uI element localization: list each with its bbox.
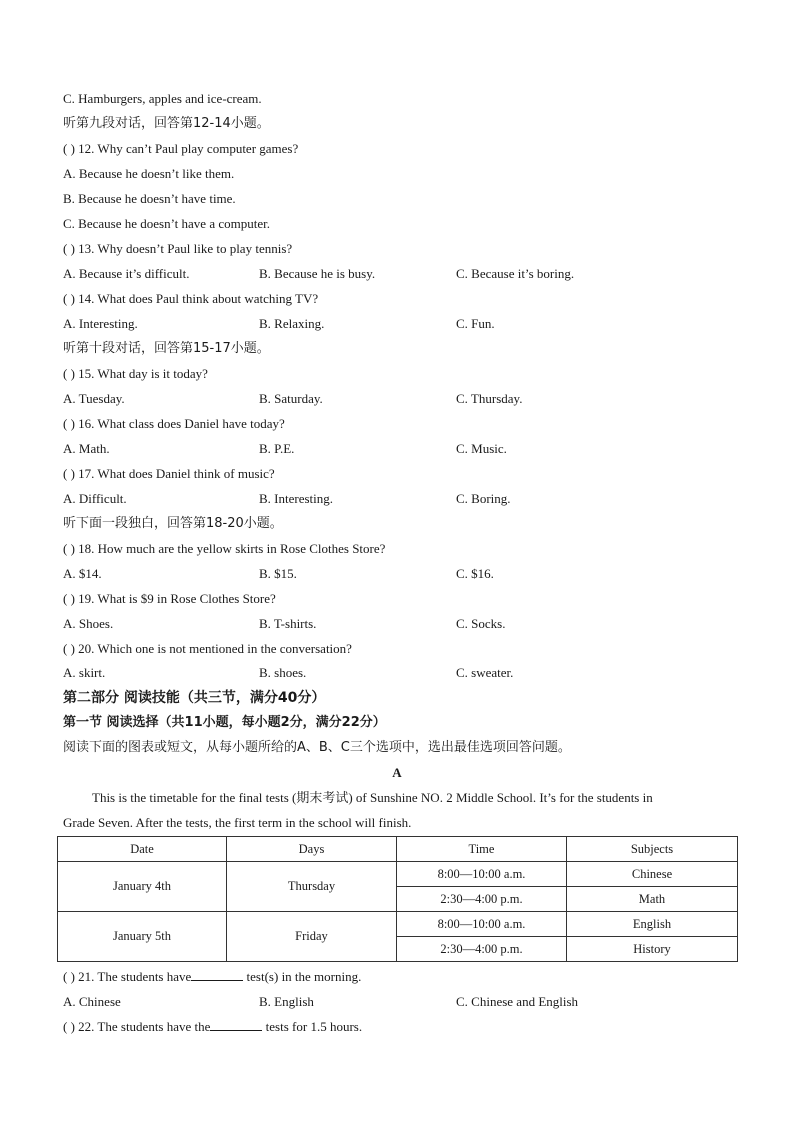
q21-stem-end: test(s) in the morning. <box>243 969 362 984</box>
date-cell: January 4th <box>58 862 227 912</box>
time-cell: 2:30—4:00 p.m. <box>397 937 567 962</box>
q19-option-b: B. T-shirts. <box>259 616 317 631</box>
q17-option-b: B. Interesting. <box>259 491 334 506</box>
question-22 <box>63 1018 362 1036</box>
answer-blank[interactable] <box>191 968 243 981</box>
q18-option-b: B. $15. <box>259 566 297 581</box>
day-cell: Friday <box>227 912 397 962</box>
q15-option-c: C. Thursday. <box>456 391 523 406</box>
time-cell: 8:00—10:00 a.m. <box>397 912 567 937</box>
reading-instruction: 阅读下面的图表或短文，从每小题所给的A、B、C三个选项中，选出最佳选项回答问题。 <box>63 740 571 755</box>
q16-option-c: C. Music. <box>456 441 507 456</box>
section-1-heading: 第一节 阅读选择（共11小题，每小题2分，满分22分） <box>63 715 386 730</box>
subject-cell: Math <box>567 887 738 912</box>
q16-option-a: A. Math. <box>63 441 110 456</box>
question-14: ( ) 14. What does Paul think about watching TV? <box>63 291 319 306</box>
question-13: ( ) 13. Why doesn’t Paul like to play tennis? <box>63 241 293 256</box>
q15-option-b: B. Saturday. <box>259 391 323 406</box>
dialogue-9-instruction: 听第九段对话，回答第12-14小题。 <box>63 116 270 131</box>
q18-option-c: C. $16. <box>456 566 494 581</box>
timetable-header-row <box>58 837 738 862</box>
monologue-instruction: 听下面一段独白，回答第18-20小题。 <box>63 516 283 531</box>
q12-option-a: A. Because he doesn’t like them. <box>63 166 235 181</box>
question-16: ( ) 16. What class does Daniel have today? <box>63 416 285 431</box>
day-cell: Thursday <box>227 862 397 912</box>
dialogue-10-instruction: 听第十段对话，回答第15-17小题。 <box>63 341 270 356</box>
time-cell: 2:30—4:00 p.m. <box>397 887 567 912</box>
q22-stem-start: ( ) 22. The students have the <box>63 1019 211 1034</box>
header-date: Date <box>58 837 227 862</box>
q18-option-a: A. $14. <box>63 566 102 581</box>
q14-option-c: C. Fun. <box>456 316 495 331</box>
q11-option-c: C. Hamburgers, apples and ice-cream. <box>63 91 262 106</box>
q12-option-c: C. Because he doesn’t have a computer. <box>63 216 270 231</box>
q16-option-b: B. P.E. <box>259 441 295 456</box>
q21-option-c: C. Chinese and English <box>456 994 579 1009</box>
q19-option-a: A. Shoes. <box>63 616 114 631</box>
header-subjects: Subjects <box>567 837 738 862</box>
q20-option-b: B. shoes. <box>259 665 307 680</box>
q17-option-c: C. Boring. <box>456 491 511 506</box>
header-time: Time <box>397 837 567 862</box>
subject-cell: History <box>567 937 738 962</box>
q13-option-a: A. Because it’s difficult. <box>63 266 190 281</box>
q14-option-a: A. Interesting. <box>63 316 138 331</box>
time-cell: 8:00—10:00 a.m. <box>397 862 567 887</box>
question-18: ( ) 18. How much are the yellow skirts in Rose Clothes Store? <box>63 541 386 556</box>
question-21 <box>63 968 361 986</box>
question-12: ( ) 12. Why can’t Paul play computer games? <box>63 141 299 156</box>
passage-paragraph-line-1: This is the timetable for the final tests (期末考试) of Sunshine NO. 2 Middle School. It’s for the students in <box>92 790 653 805</box>
q21-option-a: A. Chinese <box>63 994 121 1009</box>
subject-cell: English <box>567 912 738 937</box>
subject-cell: Chinese <box>567 862 738 887</box>
timetable <box>57 836 738 962</box>
q20-option-c: C. sweater. <box>456 665 514 680</box>
q22-stem-end: tests for 1.5 hours. <box>262 1019 363 1034</box>
question-20: ( ) 20. Which one is not mentioned in the conversation? <box>63 641 352 656</box>
question-17: ( ) 17. What does Daniel think of music? <box>63 466 275 481</box>
passage-label: A <box>392 765 402 780</box>
question-15: ( ) 15. What day is it today? <box>63 366 208 381</box>
q13-option-c: C. Because it’s boring. <box>456 266 575 281</box>
answer-blank[interactable] <box>210 1018 262 1031</box>
question-19: ( ) 19. What is $9 in Rose Clothes Store? <box>63 591 276 606</box>
q12-option-b: B. Because he doesn’t have time. <box>63 191 236 206</box>
table-row <box>58 912 738 937</box>
table-row <box>58 862 738 887</box>
q21-stem-start: ( ) 21. The students have <box>63 969 192 984</box>
q20-option-a: A. skirt. <box>63 665 106 680</box>
q21-option-b: B. English <box>259 994 314 1009</box>
passage-paragraph-line-2: Grade Seven. After the tests, the first term in the school will finish. <box>63 815 412 830</box>
q13-option-b: B. Because he is busy. <box>259 266 376 281</box>
q15-option-a: A. Tuesday. <box>63 391 125 406</box>
date-cell: January 5th <box>58 912 227 962</box>
part-2-heading: 第二部分 阅读技能（共三节，满分40分） <box>63 690 326 706</box>
header-days: Days <box>227 837 397 862</box>
q17-option-a: A. Difficult. <box>63 491 127 506</box>
q14-option-b: B. Relaxing. <box>259 316 325 331</box>
q19-option-c: C. Socks. <box>456 616 506 631</box>
